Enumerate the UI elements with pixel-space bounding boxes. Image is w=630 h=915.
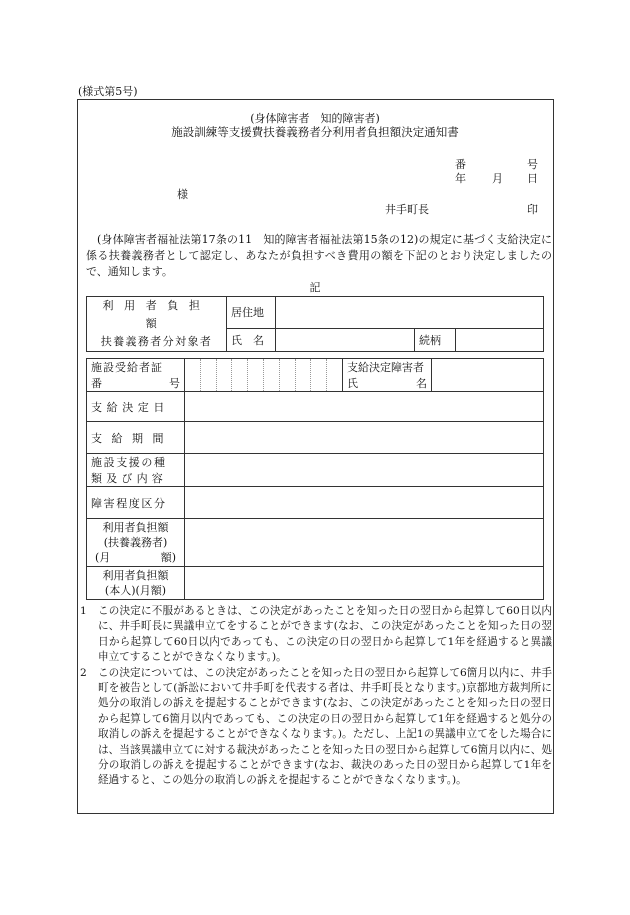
row-label: 支給期間 [87, 422, 185, 454]
name-label: 氏 名 [227, 328, 276, 351]
address-value [276, 297, 544, 329]
notes [80, 604, 552, 789]
cert-label-line1: 施設受給者証 [91, 361, 163, 374]
row-value [185, 567, 544, 600]
row-label: 支給決定日 [87, 392, 185, 422]
row-label: 利用者負担額 (本人)(月額) [87, 567, 185, 600]
go-label: 号 [527, 158, 538, 171]
document-title: 施設訓練等支援費扶養義務者分利用者負担額決定通知書 [171, 125, 459, 139]
address-label: 居住地 [227, 297, 276, 329]
ki-label: 記 [309, 281, 321, 294]
form-number: (様式第5号) [78, 85, 138, 98]
cert-number-cells [185, 359, 343, 392]
note-item [80, 604, 552, 666]
decided-person-label [343, 359, 432, 392]
day-label: 日 [527, 172, 538, 185]
row-value [185, 392, 544, 422]
seal-mark: 印 [527, 203, 538, 216]
relation-value [456, 328, 544, 351]
name-value [276, 328, 415, 351]
row-value [185, 487, 544, 519]
decided-person-line2: 氏 名 [347, 377, 427, 390]
target-person-table [86, 296, 544, 352]
note-text: この決定については、この決定があったことを知った日の翌日から起算して6箇月以内に、井手町を被告として(訴訟において井手町を代表する者は、井手町長となります。)京都地方裁判所に処分の取消しの訴えを提起することができます(なお、この決定があったことを知った日の翌日から起算して6箇月以内であっても、この決定の日の翌日から起算して1年を経過すると処分の取消しの訴えを提起することができなくなります。)。ただし、上記1の異議申立てをした場合には、当該異議申立てに対する裁決があったことを知った日の翌日から起算して6箇月以内に、処分の取消しの訴えを提起することができます(なお、裁決のあった日の翌日から起算して1年を経過すると、この処分の取消しの訴えを提起することができなくなります。)。 [98, 666, 552, 787]
row-value [185, 519, 544, 567]
intro-text: (身体障害者福祉法第17条の11 知的障害者福祉法第15条の12)の規定に基づく支給決定に係る扶養義務者として認定し、あなたが負担すべき費用の額を下記のとおり決定しましたので、通知します。 [86, 233, 552, 278]
recipient-sama: 様 [177, 188, 188, 201]
decided-person-line1: 支給決定障害者 [347, 361, 424, 374]
row-value [185, 422, 544, 454]
relation-label: 続柄 [415, 328, 456, 351]
month-label: 月 [492, 172, 503, 185]
number-label: 番 [455, 158, 466, 171]
note-item [80, 666, 552, 789]
note-text: この決定に不服があるときは、この決定があったことを知った日の翌日から起算して60日以内に、井手町長に異議申立てをすることができます(なお、この決定があったことを知った日の翌日から起算して60日以内であっても、この決定の日の翌日から起算して1年を経過すると異議申立てすることができなくなります。)。 [98, 605, 552, 664]
cert-label-cell [87, 359, 185, 392]
year-label: 年 [455, 172, 466, 185]
note-number: 2 [80, 666, 87, 679]
decided-person-value [432, 359, 544, 392]
note-number: 1 [80, 605, 87, 617]
target-label-line1: 利用者負担額 [102, 299, 211, 330]
title-line1: (身体障害者 知的障害者) [250, 112, 380, 125]
cert-label-line2: 番 号 [91, 377, 180, 390]
detail-table [86, 358, 544, 600]
issuer-name: 井手町長 [385, 203, 429, 216]
row-label: 障害程度区分 [87, 487, 185, 519]
row-label: 施設支援の種 類及び内容 [87, 454, 185, 487]
row-value [185, 454, 544, 487]
row-label: 利用者負担額 (扶養義務者) (月 額) [87, 519, 185, 567]
target-label-cell [87, 297, 227, 352]
target-label-line2: 扶養義務者分対象者 [100, 335, 213, 348]
